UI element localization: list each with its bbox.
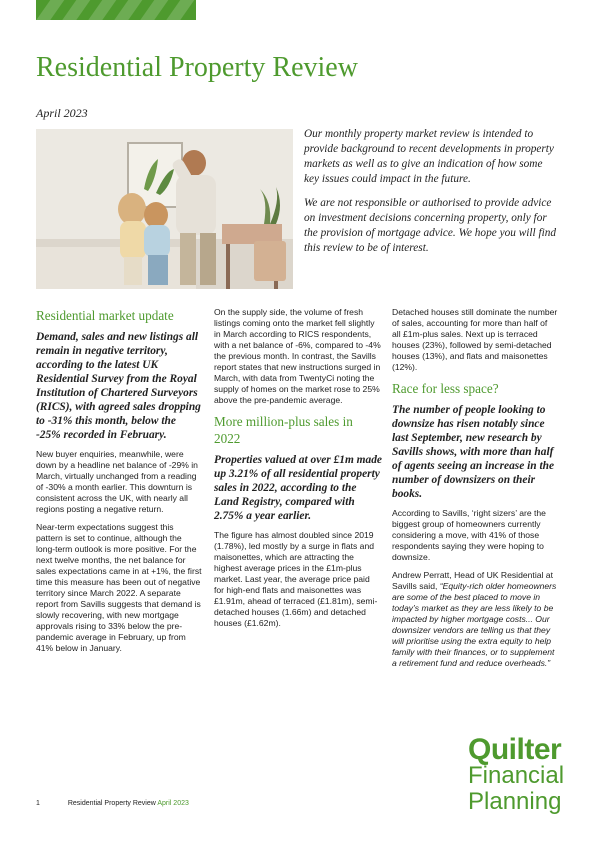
footer-title: Residential Property Review (67, 800, 156, 807)
body-paragraph: According to Savills, ‘right sizers’ are the biggest group of homeowners currently considering a move, with 41% of those respondents saying they were hoping to downsize. (392, 508, 546, 562)
body-paragraph: Detached houses still dominate the number of sales, accounting for more than half of all £1m-plus sales. Next up is terraced houses (23%), followed by semi-detached houses (13%), and flats and maisonettes (12%). (392, 307, 558, 372)
logo-line-3: Planning (468, 788, 562, 815)
section-heading-million-plus: More million-plus sales in 2022 (214, 414, 353, 446)
body-paragraph: The figure has almost doubled since 2019 (1.78%), led mostly by a surge in flats and maisonettes, which are attracting the highest average prices in the £1m-plus market. Last year, the average price paid for high-end flats and maisonettes was £1.91m, ahead of terraced (£1.81m), semi-detached houses (1.66m) and detached houses (£1.62m). (214, 530, 378, 628)
body-paragraph: New buyer enquiries, meanwhile, were down by a headline net balance of -29% in March, virtually unchanged from a reading of -30% a month earlier. This downturn is consistent across the UK, with nearly all regions posting a negative return. (36, 449, 198, 514)
lead-paragraph: The number of people looking to downsize has risen notably since last September, new research by Savills shows, with more than half of agents seeing an increase in the number of downsizers on their books. (392, 404, 555, 500)
logo-line-1: Quilter (468, 733, 562, 766)
logo-line-2: Financial (468, 762, 565, 789)
body-paragraph: Near-term expectations suggest this pattern is set to continue, although the long-term outlook is more positive. For the next twelve months, the net balance for sales expectations came in at +1%, the first time this measure has been out of negative territory since March 2022. A separate report from Savills suggests that demand is slowly recovering, with new mortgage approvals rising to 33% below the pre-pandemic average in February, up from 41% below in January. (36, 522, 202, 653)
page-number: 1 (36, 800, 40, 807)
quote-paragraph (392, 570, 558, 669)
lead-paragraph: Demand, sales and new listings all remain in negative territory, according to the latest UK Residential Survey from the Royal Institution of Chartered Surveyors (RICS), with agreed sales dropping to -31% this month, below the -25% recorded in February. (36, 331, 201, 441)
quote-attribution: Andrew Perratt, Head of UK Residential at Savills said, (392, 570, 553, 591)
quilter-financial-planning-logo (468, 733, 578, 815)
footer-date: April 2023 (157, 800, 189, 807)
family-hanging-picture-photo (36, 129, 293, 289)
section-heading-market-update: Residential market update (36, 308, 174, 323)
quote-text: “Equity-rich older homeowners are some of the best placed to move in today’s market as they are less likely to be impacted by higher mortgage costs... Our downsizer vendors are telling us that they will prioritise using the extra equity to help family with their finances, or to supplement a retirement fund and reduce overheads.” (392, 581, 557, 668)
section-heading-race-for-less-space: Race for less space? (392, 381, 499, 396)
lead-paragraph: Properties valued at over £1m made up 3.21% of all residential property sales in 2022, according to the Land Registry, compared with 2.75% a year earlier. (214, 454, 382, 522)
column-3 (392, 307, 558, 676)
column-1 (36, 307, 202, 661)
column-2 (214, 307, 382, 636)
intro-text (304, 127, 558, 265)
brand-banner (36, 0, 196, 20)
page-title: Residential Property Review (36, 52, 358, 83)
issue-date: April 2023 (36, 106, 88, 120)
page-footer (36, 800, 189, 807)
body-paragraph: On the supply side, the volume of fresh listings coming onto the market fell slightly in March according to RICS respondents, with a net balance of -6%, compared to -4% the previous month. In contrast, the Savills report states that new instructions surged in March, with data from TwentyCi noting the supply of homes on the market rose to 25% above the pre-pandemic average. (214, 307, 381, 405)
intro-paragraph-2: We are not responsible or authorised to provide advice on investment decisions concerning property, only for the provision of mortgage advice. We hope you will find this review to be of interest. (304, 197, 557, 254)
intro-paragraph-1: Our monthly property market review is intended to provide background to recent developments in property markets as well as to give an indication of how some key issues could impact in the future. (304, 128, 554, 185)
